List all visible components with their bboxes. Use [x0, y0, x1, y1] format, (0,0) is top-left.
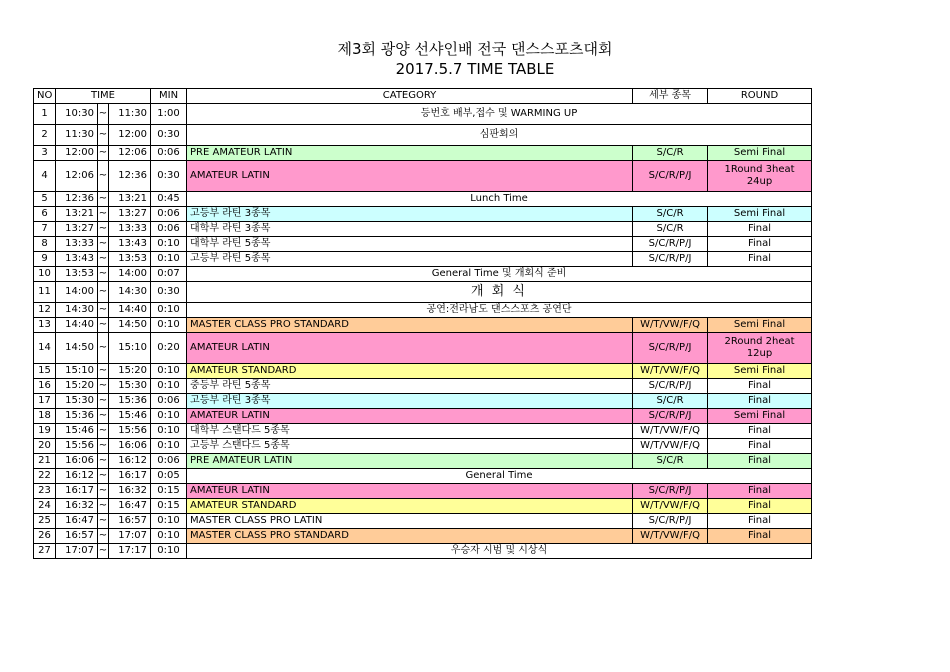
row-minutes: 0:45 [151, 192, 187, 207]
table-row [34, 125, 812, 146]
row-start-time: 13:53 [56, 267, 98, 282]
table-row [34, 409, 812, 424]
row-detail: W/T/VW/F/Q [633, 499, 708, 514]
row-start-time: 15:36 [56, 409, 98, 424]
row-end-time: 13:33 [109, 222, 151, 237]
table-row [34, 544, 812, 559]
row-minutes: 0:06 [151, 394, 187, 409]
row-minutes: 0:10 [151, 544, 187, 559]
row-round: Final [708, 484, 812, 499]
row-round: Final [708, 454, 812, 469]
row-start-time: 12:36 [56, 192, 98, 207]
row-end-time: 17:17 [109, 544, 151, 559]
row-no: 14 [34, 333, 56, 364]
row-round: Final [708, 394, 812, 409]
row-no: 12 [34, 303, 56, 318]
row-round: Final [708, 237, 812, 252]
row-start-time: 15:10 [56, 364, 98, 379]
row-round: 1Round 3heat 24up [708, 161, 812, 192]
row-round: Final [708, 252, 812, 267]
row-no: 3 [34, 146, 56, 161]
row-round: Final [708, 424, 812, 439]
row-round: Semi Final [708, 364, 812, 379]
row-round: Final [708, 514, 812, 529]
row-end-time: 16:57 [109, 514, 151, 529]
row-start-time: 15:46 [56, 424, 98, 439]
row-detail: S/C/R [633, 207, 708, 222]
row-time-separator: ~ [98, 222, 109, 237]
row-start-time: 11:30 [56, 125, 98, 146]
row-category: 고등부 라틴 3종목 [187, 207, 633, 222]
row-no: 19 [34, 424, 56, 439]
row-category: 등번호 배부,접수 및 WARMING UP [187, 104, 812, 125]
row-category: 대학부 라틴 3종목 [187, 222, 633, 237]
row-start-time: 14:00 [56, 282, 98, 303]
table-row [34, 499, 812, 514]
row-minutes: 0:06 [151, 222, 187, 237]
row-time-separator: ~ [98, 146, 109, 161]
row-minutes: 0:20 [151, 333, 187, 364]
row-category: 대학부 라틴 5종목 [187, 237, 633, 252]
row-no: 27 [34, 544, 56, 559]
row-detail: W/T/VW/F/Q [633, 424, 708, 439]
row-time-separator: ~ [98, 125, 109, 146]
row-minutes: 0:10 [151, 303, 187, 318]
row-no: 2 [34, 125, 56, 146]
row-category: 개 회 식 [187, 282, 812, 303]
row-detail: W/T/VW/F/Q [633, 364, 708, 379]
row-no: 23 [34, 484, 56, 499]
row-end-time: 12:06 [109, 146, 151, 161]
row-minutes: 0:10 [151, 424, 187, 439]
row-round: Semi Final [708, 207, 812, 222]
row-end-time: 16:47 [109, 499, 151, 514]
row-detail: S/C/R/P/J [633, 379, 708, 394]
table-row [34, 529, 812, 544]
row-category: AMATEUR LATIN [187, 333, 633, 364]
row-round: Final [708, 222, 812, 237]
row-category: 대학부 스탠다드 5종목 [187, 424, 633, 439]
row-start-time: 16:12 [56, 469, 98, 484]
row-minutes: 0:30 [151, 282, 187, 303]
row-start-time: 16:32 [56, 499, 98, 514]
row-start-time: 13:33 [56, 237, 98, 252]
row-detail: W/T/VW/F/Q [633, 439, 708, 454]
row-minutes: 0:05 [151, 469, 187, 484]
row-no: 5 [34, 192, 56, 207]
row-no: 7 [34, 222, 56, 237]
row-end-time: 15:56 [109, 424, 151, 439]
row-start-time: 13:27 [56, 222, 98, 237]
row-round: Semi Final [708, 146, 812, 161]
table-row [34, 282, 812, 303]
row-minutes: 0:10 [151, 364, 187, 379]
row-end-time: 16:06 [109, 439, 151, 454]
row-time-separator: ~ [98, 318, 109, 333]
row-time-separator: ~ [98, 267, 109, 282]
row-start-time: 15:56 [56, 439, 98, 454]
row-minutes: 0:06 [151, 454, 187, 469]
row-time-separator: ~ [98, 161, 109, 192]
row-round: Semi Final [708, 409, 812, 424]
row-start-time: 15:20 [56, 379, 98, 394]
row-no: 20 [34, 439, 56, 454]
row-start-time: 16:57 [56, 529, 98, 544]
col-header-round: ROUND [708, 89, 812, 104]
row-end-time: 13:27 [109, 207, 151, 222]
row-time-separator: ~ [98, 333, 109, 364]
table-row [34, 424, 812, 439]
row-no: 10 [34, 267, 56, 282]
row-detail: S/C/R [633, 394, 708, 409]
row-no: 26 [34, 529, 56, 544]
page-title: 제3회 광양 선샤인배 전국 댄스스포츠대회 [337, 40, 613, 58]
row-start-time: 17:07 [56, 544, 98, 559]
row-time-separator: ~ [98, 303, 109, 318]
row-minutes: 0:10 [151, 529, 187, 544]
row-start-time: 10:30 [56, 104, 98, 125]
row-round: Semi Final [708, 318, 812, 333]
table-body [34, 104, 812, 559]
row-time-separator: ~ [98, 514, 109, 529]
row-start-time: 13:43 [56, 252, 98, 267]
col-header-min: MIN [151, 89, 187, 104]
row-detail: S/C/R/P/J [633, 161, 708, 192]
row-round: Final [708, 439, 812, 454]
row-minutes: 1:00 [151, 104, 187, 125]
row-category: PRE AMATEUR LATIN [187, 146, 633, 161]
row-category: AMATEUR STANDARD [187, 364, 633, 379]
table-row [34, 207, 812, 222]
row-category: AMATEUR LATIN [187, 484, 633, 499]
table-row [34, 439, 812, 454]
row-end-time: 16:17 [109, 469, 151, 484]
row-category: 우승자 시범 및 시상식 [187, 544, 812, 559]
page-subtitle: 2017.5.7 TIME TABLE [395, 60, 555, 78]
row-detail: S/C/R/P/J [633, 484, 708, 499]
row-start-time: 13:21 [56, 207, 98, 222]
row-time-separator: ~ [98, 454, 109, 469]
row-minutes: 0:10 [151, 379, 187, 394]
col-header-time: TIME [56, 89, 151, 104]
row-no: 1 [34, 104, 56, 125]
row-time-separator: ~ [98, 544, 109, 559]
row-detail: S/C/R/P/J [633, 237, 708, 252]
row-category: General Time 및 개회식 준비 [187, 267, 812, 282]
row-detail: W/T/VW/F/Q [633, 318, 708, 333]
table-row [34, 146, 812, 161]
row-start-time: 12:00 [56, 146, 98, 161]
row-end-time: 14:50 [109, 318, 151, 333]
row-category: 고등부 스탠다드 5종목 [187, 439, 633, 454]
row-no: 18 [34, 409, 56, 424]
table-row [34, 318, 812, 333]
row-no: 11 [34, 282, 56, 303]
row-minutes: 0:15 [151, 499, 187, 514]
row-detail: S/C/R [633, 454, 708, 469]
row-start-time: 16:06 [56, 454, 98, 469]
row-round: Final [708, 499, 812, 514]
row-time-separator: ~ [98, 252, 109, 267]
row-minutes: 0:30 [151, 161, 187, 192]
table-row [34, 484, 812, 499]
row-minutes: 0:10 [151, 439, 187, 454]
row-start-time: 14:50 [56, 333, 98, 364]
row-no: 24 [34, 499, 56, 514]
row-time-separator: ~ [98, 104, 109, 125]
table-row [34, 252, 812, 267]
table-row [34, 469, 812, 484]
table-row [34, 514, 812, 529]
table-row [34, 104, 812, 125]
row-category: MASTER CLASS PRO LATIN [187, 514, 633, 529]
table-row [34, 161, 812, 192]
row-start-time: 15:30 [56, 394, 98, 409]
row-category: MASTER CLASS PRO STANDARD [187, 318, 633, 333]
row-no: 17 [34, 394, 56, 409]
row-end-time: 15:36 [109, 394, 151, 409]
row-minutes: 0:10 [151, 252, 187, 267]
row-start-time: 16:47 [56, 514, 98, 529]
row-start-time: 14:30 [56, 303, 98, 318]
row-category: 고등부 라틴 3종목 [187, 394, 633, 409]
table-row [34, 303, 812, 318]
row-end-time: 11:30 [109, 104, 151, 125]
row-round: Final [708, 529, 812, 544]
row-category: General Time [187, 469, 812, 484]
row-no: 22 [34, 469, 56, 484]
row-no: 6 [34, 207, 56, 222]
row-minutes: 0:10 [151, 237, 187, 252]
table-row [34, 267, 812, 282]
row-time-separator: ~ [98, 499, 109, 514]
row-end-time: 15:20 [109, 364, 151, 379]
row-minutes: 0:06 [151, 207, 187, 222]
row-detail: S/C/R/P/J [633, 333, 708, 364]
table-row [34, 222, 812, 237]
row-detail: S/C/R/P/J [633, 252, 708, 267]
row-time-separator: ~ [98, 282, 109, 303]
row-time-separator: ~ [98, 424, 109, 439]
row-end-time: 13:43 [109, 237, 151, 252]
row-time-separator: ~ [98, 192, 109, 207]
table-row [34, 364, 812, 379]
table-row [34, 394, 812, 409]
table-row [34, 333, 812, 364]
row-end-time: 15:10 [109, 333, 151, 364]
row-no: 13 [34, 318, 56, 333]
row-minutes: 0:10 [151, 318, 187, 333]
table-row [34, 237, 812, 252]
row-time-separator: ~ [98, 237, 109, 252]
row-end-time: 13:21 [109, 192, 151, 207]
row-no: 21 [34, 454, 56, 469]
row-no: 9 [34, 252, 56, 267]
row-time-separator: ~ [98, 207, 109, 222]
row-category: AMATEUR LATIN [187, 409, 633, 424]
row-detail: S/C/R/P/J [633, 514, 708, 529]
row-detail: W/T/VW/F/Q [633, 529, 708, 544]
row-minutes: 0:15 [151, 484, 187, 499]
row-minutes: 0:07 [151, 267, 187, 282]
row-category: Lunch Time [187, 192, 812, 207]
row-end-time: 16:12 [109, 454, 151, 469]
row-time-separator: ~ [98, 379, 109, 394]
row-time-separator: ~ [98, 364, 109, 379]
row-end-time: 16:32 [109, 484, 151, 499]
row-category: PRE AMATEUR LATIN [187, 454, 633, 469]
row-minutes: 0:10 [151, 514, 187, 529]
row-category: 고등부 라틴 5종목 [187, 252, 633, 267]
row-time-separator: ~ [98, 469, 109, 484]
row-detail: S/C/R [633, 222, 708, 237]
col-header-no: NO [34, 89, 56, 104]
row-start-time: 14:40 [56, 318, 98, 333]
row-end-time: 14:00 [109, 267, 151, 282]
row-category: 심판회의 [187, 125, 812, 146]
row-category: AMATEUR LATIN [187, 161, 633, 192]
row-round: Final [708, 379, 812, 394]
row-end-time: 13:53 [109, 252, 151, 267]
row-end-time: 17:07 [109, 529, 151, 544]
table-row [34, 192, 812, 207]
row-end-time: 12:00 [109, 125, 151, 146]
row-category: 중등부 라틴 5종목 [187, 379, 633, 394]
row-no: 16 [34, 379, 56, 394]
table-row [34, 379, 812, 394]
row-category: AMATEUR STANDARD [187, 499, 633, 514]
row-minutes: 0:06 [151, 146, 187, 161]
row-detail: S/C/R/P/J [633, 409, 708, 424]
row-end-time: 14:30 [109, 282, 151, 303]
row-end-time: 12:36 [109, 161, 151, 192]
row-minutes: 0:10 [151, 409, 187, 424]
row-time-separator: ~ [98, 394, 109, 409]
row-category: 공연:전라남도 댄스스포츠 공연단 [187, 303, 812, 318]
row-end-time: 15:30 [109, 379, 151, 394]
row-start-time: 12:06 [56, 161, 98, 192]
col-header-category: CATEGORY [187, 89, 633, 104]
timetable [33, 88, 812, 559]
row-end-time: 14:40 [109, 303, 151, 318]
table-row [34, 454, 812, 469]
row-start-time: 16:17 [56, 484, 98, 499]
row-end-time: 15:46 [109, 409, 151, 424]
row-time-separator: ~ [98, 484, 109, 499]
row-no: 4 [34, 161, 56, 192]
table-header-row [34, 89, 812, 104]
row-no: 8 [34, 237, 56, 252]
row-time-separator: ~ [98, 529, 109, 544]
row-no: 15 [34, 364, 56, 379]
col-header-detail: 세부 종목 [633, 89, 708, 104]
row-category: MASTER CLASS PRO STANDARD [187, 529, 633, 544]
row-no: 25 [34, 514, 56, 529]
row-time-separator: ~ [98, 409, 109, 424]
row-time-separator: ~ [98, 439, 109, 454]
row-minutes: 0:30 [151, 125, 187, 146]
row-detail: S/C/R [633, 146, 708, 161]
row-round: 2Round 2heat 12up [708, 333, 812, 364]
